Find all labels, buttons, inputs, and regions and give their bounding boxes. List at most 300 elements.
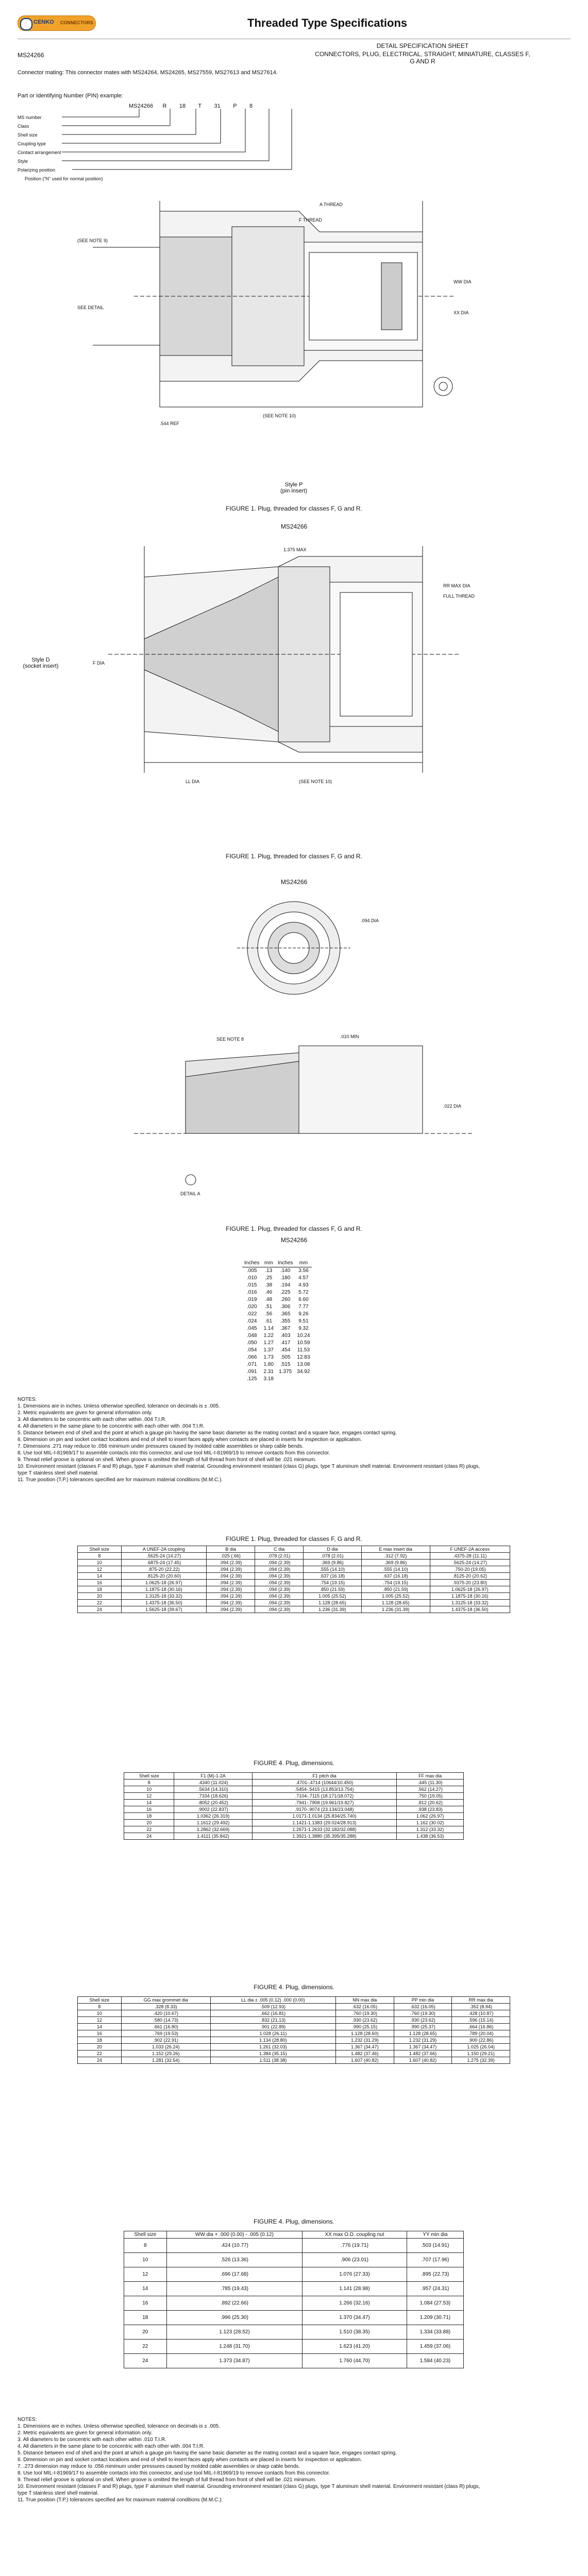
conv-cell: 5.72 — [298, 1290, 309, 1295]
table-3-cell: .596 (15.14) — [452, 2017, 510, 2024]
figure-1a-dim-label: WW DIA — [453, 279, 472, 284]
conv-cell: 3.18 — [263, 1376, 274, 1382]
table-2-header: F1 pitch dia — [252, 1773, 397, 1780]
table-2-header: Shell size — [124, 1773, 174, 1780]
table-4-cell: .696 (17.68) — [166, 2267, 303, 2282]
table-3-cell: 1.134 (28.80) — [210, 2037, 335, 2044]
figure-1a-style — [242, 482, 345, 494]
table-3-cell: 1.482 (37.46) — [335, 2050, 394, 2057]
table-1-header: B dia — [207, 1546, 255, 1553]
figure-1c-dim-label: DETAIL A — [180, 1191, 200, 1196]
figure-1b-dim-label: LL DIA — [186, 779, 200, 784]
conv-cell: .125 — [247, 1376, 257, 1382]
note-line: 11. True position (T.P.) tolerances specified are for maximum material conditions (M.M.C.). — [18, 2497, 223, 2503]
table-2-cell: 10 — [124, 1786, 174, 1793]
table-3-cell: .832 (21.13) — [210, 2017, 335, 2024]
conv-cell: .066 — [247, 1354, 257, 1360]
table-3-cell: .580 (14.73) — [121, 2017, 210, 2024]
table-3-cell: .352 (8.94) — [452, 2004, 510, 2010]
table-3-cell: .328 (8.33) — [121, 2004, 210, 2010]
conv-cell: .13 — [265, 1268, 273, 1274]
table-2-cell: .5454-.5415 (13.853/13.754) — [252, 1786, 397, 1793]
table-1-cell: 14 — [78, 1573, 122, 1580]
table-1-cell: .637 (16.18) — [361, 1573, 430, 1580]
table-3-cell: .509 (12.93) — [210, 2004, 335, 2010]
note-line: 3. All diameters to be concentric with each other within .010 T.I.R. — [18, 2437, 166, 2443]
table-4-cell: 1.076 (27.33) — [303, 2267, 407, 2282]
table-2-cell: 1.1421-1.1383 (29.024/28.913) — [252, 1820, 397, 1826]
conv-cell: .515 — [280, 1362, 291, 1367]
table-2-cell: .812 (20.62) — [397, 1800, 464, 1806]
table-2-cell: 20 — [124, 1820, 174, 1826]
pin-code-coupling: T — [198, 103, 202, 109]
conv-cell: .054 — [247, 1347, 257, 1353]
table-1-cell: 1.128 (28.65) — [304, 1600, 362, 1606]
figure-1b-dim-label: 1.375 MAX — [283, 547, 307, 552]
conv-head: Inches — [276, 1260, 295, 1267]
detail-subtitle: CONNECTORS, PLUG, ELECTRICAL, STRAIGHT, MINIATURE, CLASSES F, G AND R — [315, 50, 530, 65]
table-1-cell: 1.005 (25.52) — [361, 1593, 430, 1600]
table-2-cell: 1.2862 (32.669) — [174, 1826, 252, 1833]
figure-1a-dim-label: SEE DETAIL — [77, 305, 104, 310]
conv-cell: 10.24 — [297, 1333, 310, 1338]
figure-1b-style-sub: (socket insert) — [23, 663, 59, 669]
table-2-cell: .8052 (20.452) — [174, 1800, 252, 1806]
figure-1b-drawing — [31, 536, 557, 824]
table-1-header: E max insert dia — [361, 1546, 430, 1553]
table-3-cell: .789 (20.04) — [452, 2030, 510, 2037]
table-2-cell: 24 — [124, 1833, 174, 1840]
pin-label: Style — [18, 159, 28, 164]
table-1-header: F UNEF-2A access — [430, 1546, 510, 1553]
table-1-cell: .754 (19.15) — [361, 1580, 430, 1586]
table-1-cell: 1.1875-18 (30.16) — [121, 1586, 207, 1593]
table-3-cell: 1.367 (34.47) — [335, 2044, 394, 2050]
table-1-header: C dia — [255, 1546, 304, 1553]
table-2-cell: .445 (11.30) — [397, 1780, 464, 1786]
conv-cell: .454 — [280, 1347, 291, 1353]
conv-cell: 3.56 — [298, 1268, 309, 1274]
table-1-cell: 10 — [78, 1560, 122, 1566]
table-3-cell: 1.028 (26.11) — [210, 2030, 335, 2037]
pin-code-class: R — [162, 103, 167, 109]
detail-title: DETAIL SPECIFICATION SHEET — [376, 42, 469, 49]
table-1-cell: .094 (2.39) — [207, 1586, 255, 1593]
conv-head: mm — [295, 1260, 312, 1267]
table-4-cell: .424 (10.77) — [166, 2239, 303, 2253]
table-4-cell: .785 (19.43) — [166, 2282, 303, 2296]
table-3-cell: 1.025 (26.04) — [452, 2044, 510, 2050]
table-1-cell: .094 (2.39) — [255, 1593, 304, 1600]
figure-1a-drawing — [31, 191, 557, 479]
table-4-cell: .895 (22.73) — [407, 2267, 463, 2282]
table-1-cell: 20 — [78, 1593, 122, 1600]
conv-cell: .019 — [247, 1297, 257, 1302]
conv-cell — [276, 1376, 295, 1383]
table-4-cell: 1.459 (37.06) — [407, 2340, 463, 2354]
note-line: 1. Dimensions are in inches. Unless otherwise specified, tolerance on decimals is ± .005. — [18, 1403, 220, 1409]
table-1-cell: .094 (2.39) — [207, 1573, 255, 1580]
table-3-cell: 14 — [78, 2024, 122, 2030]
table-1-cell: 1.128 (28.65) — [361, 1600, 430, 1606]
table-4-cell: 1.510 (38.35) — [303, 2325, 407, 2340]
figure-1b-spec: MS24266 — [280, 523, 308, 530]
table-1-cell: .094 (2.39) — [255, 1566, 304, 1573]
table-1-cell: .8125-20 (20.62) — [430, 1573, 510, 1580]
conv-cell — [295, 1376, 312, 1383]
table-1-cell: 1.0625-18 (26.97) — [430, 1586, 510, 1593]
pin-label: Shell size — [18, 132, 38, 138]
table-1-cell: 1.236 (31.39) — [304, 1606, 362, 1613]
table-2-cell: 18 — [124, 1813, 174, 1820]
table-3-cell: 1.152 (29.26) — [121, 2050, 210, 2057]
table-4-cell: 22 — [124, 2340, 167, 2354]
table-2-cell: 22 — [124, 1826, 174, 1833]
conv-cell: 12.83 — [297, 1354, 310, 1360]
table-1-header: Shell size — [78, 1546, 122, 1553]
table-4-header: XX max O.D. coupling nut — [303, 2231, 407, 2239]
table-4-cell: .503 (14.91) — [407, 2239, 463, 2253]
table-2-cell: .938 (23.83) — [397, 1806, 464, 1813]
table-4-caption: FIGURE 4. Plug, dimensions. — [254, 2218, 334, 2225]
table-1-cell: .4375-28 (11.11) — [430, 1553, 510, 1560]
table-2-cell: 16 — [124, 1806, 174, 1813]
conv-head: mm — [261, 1260, 275, 1267]
conv-cell: .020 — [247, 1304, 257, 1310]
table-2-cell: .9002 (22.837) — [174, 1806, 252, 1813]
table-2-cell: 14 — [124, 1800, 174, 1806]
conversion-table — [242, 1260, 312, 1383]
table-4-cell: 1.370 (34.47) — [303, 2311, 407, 2325]
pin-label: Polarizing position — [18, 167, 56, 173]
conv-cell: .140 — [280, 1268, 291, 1274]
table-2-cell: 12 — [124, 1793, 174, 1800]
table-3-caption: FIGURE 4. Plug, dimensions. — [254, 1984, 334, 1991]
conv-cell: .365 — [280, 1311, 291, 1317]
figure-1a-dim-label: (SEE NOTE 10) — [263, 413, 296, 418]
note-line: 9. Thread relief groove is optional on shell. When groove is omitted the length of full thread from front of shell will be .021 minimum. — [18, 1457, 316, 1463]
table-4-cell: 12 — [124, 2267, 167, 2282]
table-3-cell: 1.261 (32.03) — [210, 2044, 335, 2050]
table-3-cell: 12 — [78, 2017, 122, 2024]
table-2-cell: 1.0171-1.0134 (25.834/25.740) — [252, 1813, 397, 1820]
conv-cell: .48 — [265, 1297, 273, 1302]
note-line: 1. Dimensions are in inches. Unless otherwise specified, tolerance on decimals is ± .005. — [18, 2424, 220, 2429]
pin-label: Class — [18, 124, 29, 129]
table-1-cell: 1.005 (25.52) — [304, 1593, 362, 1600]
conv-cell: 9.32 — [298, 1326, 309, 1331]
conv-cell: 1.73 — [263, 1354, 274, 1360]
table-3-cell: 16 — [78, 2030, 122, 2037]
figure-1b-style — [18, 657, 64, 669]
table-3-header: Shell size — [78, 1997, 122, 2004]
figure-1a-dim-label: .544 REF — [160, 421, 180, 426]
table-1-cell: 1.0625-18 (26.97) — [121, 1580, 207, 1586]
note-line: 5. Distance between end of shell and the point at which a gauge pin having the same basic diameter as the mating contact and a square face, engages contact spring. — [18, 2450, 397, 2456]
conv-cell: .024 — [247, 1318, 257, 1324]
table-4-cell: .776 (19.71) — [303, 2239, 407, 2253]
table-4-cell: 1.373 (34.87) — [166, 2354, 303, 2368]
table-4-cell: 1.266 (32.16) — [303, 2296, 407, 2311]
table-3-cell: 1.275 (32.39) — [452, 2057, 510, 2064]
table-1-cell: .369 (9.86) — [361, 1560, 430, 1566]
table-2-cell: 1.438 (36.53) — [397, 1833, 464, 1840]
conv-cell: .61 — [265, 1318, 273, 1324]
table-2-cell: 8 — [124, 1780, 174, 1786]
figure-1c-drawing — [31, 891, 557, 1200]
conversion-spec: MS24266 — [280, 1236, 308, 1244]
table-4-cell: 18 — [124, 2311, 167, 2325]
conv-cell: .25 — [265, 1275, 273, 1281]
conv-cell: 1.14 — [263, 1326, 274, 1331]
conv-cell: .005 — [247, 1268, 257, 1274]
table-1-cell: .094 (2.39) — [255, 1606, 304, 1613]
table-4-cell: 24 — [124, 2354, 167, 2368]
conv-cell: .56 — [265, 1311, 273, 1317]
notes-a — [18, 1396, 481, 1483]
table-2-cell: .5634 (14.310) — [174, 1786, 252, 1793]
note-line: NOTES: — [18, 1397, 37, 1402]
table-3 — [77, 1996, 510, 2064]
pin-code-contact: 31 — [214, 103, 221, 109]
table-4-cell: 1.760 (44.70) — [303, 2354, 407, 2368]
logo-mark-icon — [20, 18, 32, 30]
table-1-cell: .025 (.66) — [207, 1553, 255, 1560]
table-1-cell: 1.5625-18 (39.67) — [121, 1606, 207, 1613]
table-1 — [77, 1546, 510, 1613]
table-1-cell: .555 (14.10) — [304, 1566, 362, 1573]
table-3-cell: .632 (16.05) — [335, 2004, 394, 2010]
table-2-cell: 1.1612 (29.492) — [174, 1820, 252, 1826]
table-1-cell: .875-20 (22.22) — [121, 1566, 207, 1573]
table-1-cell: .078 (2.01) — [304, 1553, 362, 1560]
table-3-cell: .760 (19.30) — [335, 2010, 394, 2017]
table-1-header: A UNEF-2A coupling — [121, 1546, 207, 1553]
conv-cell: 1.375 — [279, 1369, 292, 1375]
table-3-cell: 1.607 (40.82) — [394, 2057, 452, 2064]
conv-cell: .194 — [280, 1282, 291, 1288]
table-1-cell: .094 (2.39) — [207, 1606, 255, 1613]
conv-cell: 9.51 — [298, 1318, 309, 1324]
conv-cell: 9.26 — [298, 1311, 309, 1317]
table-3-cell: .769 (19.53) — [121, 2030, 210, 2037]
table-2-cell: .750 (19.05) — [397, 1793, 464, 1800]
logo-brand: CENKO — [33, 19, 54, 25]
note-line: 7. .273 dimension may reduce to .056 minimum under pressures caused by molded cable assemblies or sharp cable bends. — [18, 2464, 300, 2469]
pin-label: Coupling type — [18, 141, 46, 146]
conv-cell: .048 — [247, 1333, 257, 1338]
note-line: 4. All diameters in the same plane to be concentric with each other with .004 T.I.R. — [18, 2444, 205, 2449]
table-2-cell: .562 (14.27) — [397, 1786, 464, 1793]
page-title: Threaded Type Specifications — [247, 16, 408, 29]
conv-cell: .38 — [265, 1282, 273, 1288]
table-1-caption: FIGURE 1. Plug, threaded for classes F, G and R. — [226, 1535, 362, 1543]
conv-cell: .367 — [280, 1326, 291, 1331]
table-4-cell: 1.209 (30.71) — [407, 2311, 463, 2325]
table-2-cell: 1.162 (30.02) — [397, 1820, 464, 1826]
table-1-cell: .094 (2.39) — [255, 1573, 304, 1580]
conv-cell: 4.93 — [298, 1282, 309, 1288]
table-1-cell: .555 (14.10) — [361, 1566, 430, 1573]
note-line: 9. Thread relief groove is optional on shell. When groove is omitted the length of full thread from front of shell will be .021 minimum. — [18, 2477, 316, 2483]
table-1-cell: 1.3125-18 (33.32) — [121, 1593, 207, 1600]
table-2-caption: FIGURE 4. Plug, dimensions. — [254, 1759, 334, 1767]
figure-1c-dim-label: .010 MIN — [340, 1034, 359, 1039]
table-4-cell: 20 — [124, 2325, 167, 2340]
table-3-cell: 1.511 (38.38) — [210, 2057, 335, 2064]
intro-text: Connector mating: This connector mates with MS24264, MS24265, MS27559, MS27613 and MS27614. — [18, 70, 278, 76]
pin-label: MS number — [18, 115, 42, 120]
table-4-cell: 1.141 (28.98) — [303, 2282, 407, 2296]
table-3-cell: .930 (23.62) — [335, 2017, 394, 2024]
figure-1b-dim-label: FULL THREAD — [443, 594, 475, 599]
table-4-header: Shell size — [124, 2231, 167, 2239]
table-1-cell: .9375-20 (23.80) — [430, 1580, 510, 1586]
figure-1b-caption: FIGURE 1. Plug, threaded for classes F, G and R. — [226, 853, 362, 860]
table-1-cell: .637 (16.18) — [304, 1573, 362, 1580]
table-4-cell: .957 (24.31) — [407, 2282, 463, 2296]
table-2-cell: 1.4111 (35.842) — [174, 1833, 252, 1840]
table-1-cell: .754 (19.15) — [304, 1580, 362, 1586]
table-3-cell: 20 — [78, 2044, 122, 2050]
table-4-cell: 1.334 (33.88) — [407, 2325, 463, 2340]
table-3-cell: .990 (25.37) — [394, 2024, 452, 2030]
conv-head: Inches — [242, 1260, 261, 1267]
figure-1a-style-sub: (pin insert) — [280, 488, 307, 494]
table-3-cell: .661 (16.80) — [121, 2024, 210, 2030]
conv-cell: .260 — [280, 1297, 291, 1302]
table-3-cell: 22 — [78, 2050, 122, 2057]
table-3-cell: .990 (25.15) — [335, 2024, 394, 2030]
table-1-cell: .369 (9.86) — [304, 1560, 362, 1566]
conv-cell: .016 — [247, 1290, 257, 1295]
table-3-cell: 1.232 (31.29) — [335, 2037, 394, 2044]
table-4-cell: 1.623 (41.20) — [303, 2340, 407, 2354]
conv-cell: 11.53 — [297, 1347, 310, 1353]
pin-code-ms: MS24266 — [129, 103, 154, 109]
pin-label: Position (“N” used for normal position) — [25, 176, 103, 181]
table-4-header: YY min dia — [407, 2231, 463, 2239]
table-2-cell: 1.062 (26.97) — [397, 1813, 464, 1820]
conv-cell: 2.31 — [263, 1369, 274, 1375]
table-2-cell: .4701-.4714 (10644/10.450) — [252, 1780, 397, 1786]
figure-1c-dim-label: .022 DIA — [443, 1104, 462, 1109]
table-3-cell: 24 — [78, 2057, 122, 2064]
table-2-cell: .7334 (18.626) — [174, 1793, 252, 1800]
table-1-cell: .8125-20 (20.60) — [121, 1573, 207, 1580]
conv-cell: .51 — [265, 1304, 273, 1310]
table-1-cell: .850 (21.59) — [304, 1586, 362, 1593]
conv-cell: 1.80 — [263, 1362, 274, 1367]
table-1-cell: 16 — [78, 1580, 122, 1586]
table-1-cell: .094 (2.39) — [207, 1560, 255, 1566]
pin-code-shell: 18 — [179, 103, 186, 109]
logo-suffix: CONNECTORS — [60, 20, 93, 25]
table-3-cell: .632 (16.05) — [394, 2004, 452, 2010]
table-4-cell: .707 (17.96) — [407, 2253, 463, 2267]
table-2-cell: 1.312 (33.32) — [397, 1826, 464, 1833]
table-4-cell: 16 — [124, 2296, 167, 2311]
table-1-cell: .094 (2.39) — [255, 1580, 304, 1586]
figure-1b-dim-label: F DIA — [93, 660, 105, 666]
figure-1b-style-name: Style D — [31, 657, 50, 663]
figure-1b-dim-label: RR MAX DIA — [443, 583, 471, 588]
pin-example-heading: Part or Identifying Number (PIN) example: — [18, 93, 123, 99]
conv-cell: 1.22 — [263, 1333, 274, 1338]
table-3-header: GG max grommet dia — [121, 1997, 210, 2004]
table-4-cell: .892 (22.66) — [166, 2296, 303, 2311]
table-3-cell: 1.150 (29.21) — [452, 2050, 510, 2057]
table-2-cell: .7941-.7908 (19.961/19.827) — [252, 1800, 397, 1806]
table-1-cell: .094 (2.39) — [207, 1580, 255, 1586]
conv-cell: .505 — [280, 1354, 291, 1360]
table-1-cell: .5625-24 (14.27) — [121, 1553, 207, 1560]
figure-1a-dim-label: (SEE NOTE 9) — [77, 238, 108, 243]
table-3-cell: 1.033 (26.24) — [121, 2044, 210, 2050]
table-3-cell: .930 (23.62) — [394, 2017, 452, 2024]
note-line: 7. Dimensions .271 may reduce to .056 minimum under pressures caused by molded cable assemblies or sharp cable bends. — [18, 1444, 304, 1449]
table-1-cell: 1.3125-18 (33.32) — [430, 1600, 510, 1606]
conv-cell: .46 — [265, 1290, 273, 1295]
table-1-cell: .094 (2.39) — [207, 1566, 255, 1573]
table-4-cell: .906 (23.01) — [303, 2253, 407, 2267]
figure-1a-dim-label: A THREAD — [320, 202, 343, 207]
table-3-cell: .428 (10.87) — [452, 2010, 510, 2017]
table-2 — [124, 1772, 464, 1840]
table-1-cell: .6875-24 (17.45) — [121, 1560, 207, 1566]
note-line: 6. Dimension on pin and socket contact locations and end of shell to insert faces apply when contacts are placed in inserts for inspection or application. — [18, 2457, 362, 2463]
table-1-cell: .094 (2.39) — [207, 1600, 255, 1606]
table-1-cell: 1.4375-18 (36.50) — [121, 1600, 207, 1606]
table-1-cell: 18 — [78, 1586, 122, 1593]
conv-cell: .050 — [247, 1340, 257, 1346]
figure-1c-caption: FIGURE 1. Plug, threaded for classes F, G and R. — [226, 1225, 362, 1232]
figure-1a-style-name: Style P — [284, 482, 303, 488]
figure-1c-dim-label: SEE NOTE 8 — [216, 1037, 244, 1042]
table-4-cell: 1.248 (31.70) — [166, 2340, 303, 2354]
table-4-header: WW dia + .000 (0.00) - .005 (0.12) — [166, 2231, 303, 2239]
table-3-cell: .902 (22.91) — [121, 2037, 210, 2044]
table-3-cell: .664 (16.86) — [452, 2024, 510, 2030]
table-3-cell: 1.128 (28.60) — [335, 2030, 394, 2037]
table-1-cell: .094 (2.39) — [255, 1586, 304, 1593]
conv-cell: 1.37 — [263, 1347, 274, 1353]
table-4-cell: .526 (13.36) — [166, 2253, 303, 2267]
table-3-header: LL dia ± .005 (0.12) .000 (0.00) — [210, 1997, 335, 2004]
note-line: 11. True position (T.P.) tolerances specified are for maximum material conditions (M.M.C.). — [18, 1477, 223, 1483]
figure-1c-dim-label: .094 DIA — [361, 918, 379, 923]
table-3-cell: .420 (10.67) — [121, 2010, 210, 2017]
conv-cell: 34.92 — [297, 1369, 310, 1375]
note-line: 2. Metric equivalents are given for general information only. — [18, 2430, 153, 2436]
brand-logo — [18, 15, 96, 31]
table-1-cell: .094 (2.39) — [255, 1560, 304, 1566]
conv-cell: .355 — [280, 1318, 291, 1324]
table-1-cell: 1.1875-18 (30.16) — [430, 1593, 510, 1600]
pin-leader-lines — [0, 106, 361, 188]
conv-cell: 1.27 — [263, 1340, 274, 1346]
conv-cell: .045 — [247, 1326, 257, 1331]
table-1-header: D dia — [304, 1546, 362, 1553]
table-1-cell: .094 (2.39) — [207, 1593, 255, 1600]
pin-code-style: P — [233, 103, 237, 109]
table-1-cell: 22 — [78, 1600, 122, 1606]
conv-cell: .403 — [280, 1333, 291, 1338]
table-3-header: NN max dia — [335, 1997, 394, 2004]
table-3-cell: .662 (16.81) — [210, 2010, 335, 2017]
conv-cell: .306 — [280, 1304, 291, 1310]
table-1-cell: .094 (2.39) — [255, 1600, 304, 1606]
